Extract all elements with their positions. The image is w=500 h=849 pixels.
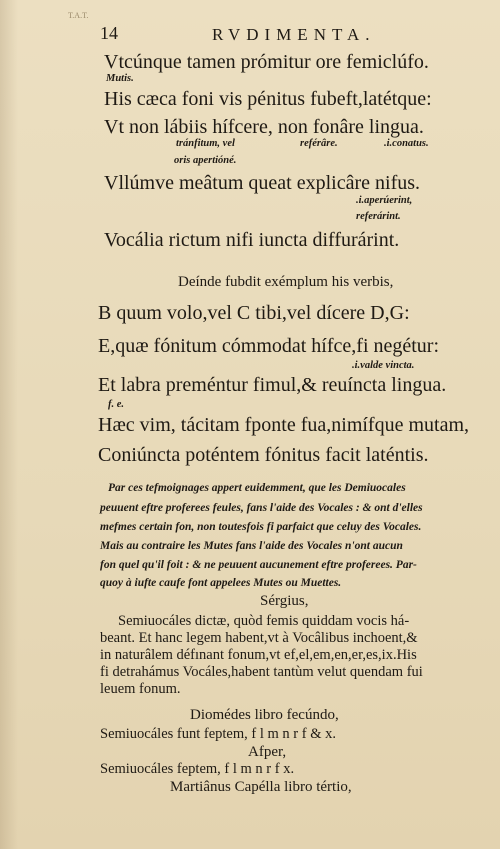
example-line-4: Hæc vim, tácitam fponte fua,nimífque mutam, xyxy=(98,414,470,436)
sergius-line-1: Semiuocáles dictæ, quòd femis quiddam vocis há- xyxy=(118,613,410,629)
example-line-3: Et labra preméntur fimul,& reuíncta lingua. xyxy=(98,374,447,396)
sergius-heading: Sérgius, xyxy=(260,593,309,609)
french-line-3: mefmes certain fon, non toutesfois fi parfaict que celuy des Vocales. xyxy=(100,521,422,533)
corner-mark: T.A.T. xyxy=(68,11,89,20)
gloss-se: f. e. xyxy=(108,399,125,410)
gloss-oris-apertione: oris apertióné. xyxy=(174,155,237,166)
asper-heading: Afper, xyxy=(248,744,287,760)
gloss-aperuerint: .i.aperúerint, xyxy=(356,195,413,206)
verse-line-3: Vt non lábiis hífcere, non fonâre lingua. xyxy=(104,116,424,138)
example-line-5: Coniúncta poténtem fónitus facit laténtis. xyxy=(98,444,429,466)
gloss-transitum: tránfitum, vel xyxy=(176,138,235,149)
sergius-line-3: in naturâlem défınant fonum,vt ef,el,em,en,er,es,ix.His xyxy=(100,647,417,663)
verse-line-2: His cæca foni vis pénitus fubeft,latétque: xyxy=(104,88,432,110)
example-line-2: E,quæ fónitum cómmodat hífce,fi negétur: xyxy=(98,335,440,357)
french-line-2: peuuent eftre proferees feules, fans l'aide des Vocales : & ont d'elles xyxy=(100,502,423,514)
example-line-1: B quum volo,vel C tibi,vel dícere D,G: xyxy=(98,302,410,324)
verse-line-1: Vtcúnque tamen prómitur ore femiclúfo. xyxy=(104,51,429,73)
diomedes-line: Semiuocáles funt feptem, f l m n r f & x. xyxy=(100,726,336,742)
intro-line: Deínde fubdit exémplum his verbis, xyxy=(178,274,394,290)
page-number: 14 xyxy=(100,23,118,43)
french-line-5: fon quel qu'il foit : & ne peuuent aucunement eftre proferees. Par- xyxy=(100,559,417,571)
sergius-line-5: leuem fonum. xyxy=(100,681,181,697)
martianus-heading: Martiânus Capélla libro tértio, xyxy=(170,779,352,795)
asper-line: Semiuocáles feptem, f l m n r f x. xyxy=(100,761,295,777)
sergius-line-4: fi detrahámus Vocáles,habent tantùm velut quendam fui xyxy=(100,664,423,680)
french-line-6: quoy à iufte caufe font appelees Mutes ou Muettes. xyxy=(100,577,342,589)
verse-line-4: Vllúmve meâtum queat explicâre nifus. xyxy=(104,172,421,194)
french-line-4: Mais au contraire les Mutes fans l'aide des Vocales n'ont aucun xyxy=(100,540,403,552)
running-title: RVDIMENTA. xyxy=(212,25,376,44)
verse-line-5: Vocália rictum nifi iuncta diffurárint. xyxy=(104,229,400,251)
french-line-1: Par ces tefmoignages appert euidemment, que les Demiuocales xyxy=(108,482,406,494)
gloss-referarint: referárint. xyxy=(356,211,401,222)
gloss-valde-vincta: .i.valde vincta. xyxy=(352,360,415,371)
gloss-mutis: Mutis. xyxy=(106,73,134,84)
sergius-line-2: beant. Et hanc legem habent,vt à Vocâlibus inchoent,& xyxy=(100,630,418,646)
gloss-conatus: .i.conatus. xyxy=(384,138,429,149)
diomedes-heading: Diomédes libro fecúndo, xyxy=(190,707,339,723)
gloss-referare: reférâre. xyxy=(300,138,338,149)
